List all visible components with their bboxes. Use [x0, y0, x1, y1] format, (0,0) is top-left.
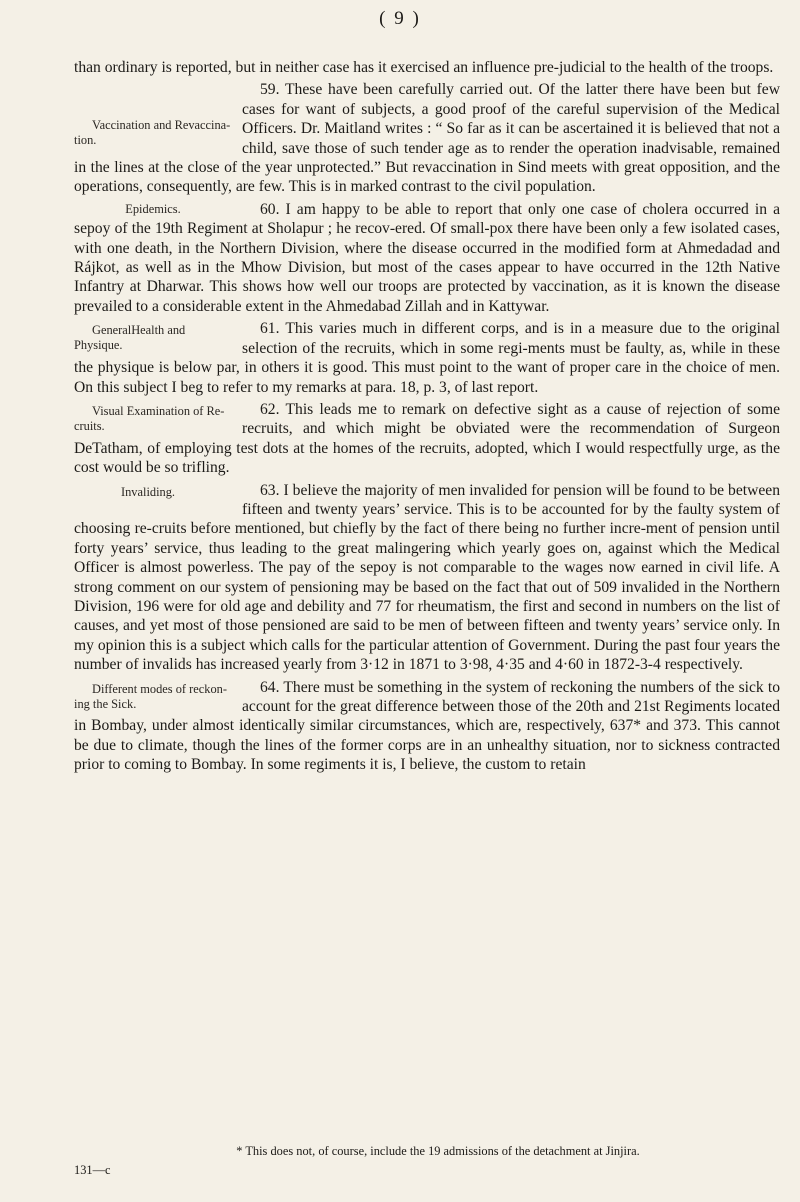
signature-mark: 131—c	[74, 1163, 111, 1177]
sidenote-invaliding: Invaliding.	[120, 484, 176, 499]
paragraph-60-text: 60. I am happy to be able to report that only one case of cholera occurred in a sepoy of the 19th Regiment at Sholapur ; he recov-ered. Of small-pox there have been only a few isolated cases, with one death, in the Northern Division, where the disease occurred in the modified form at Ahmedadad and Rájkot, as well as in the Mhow Division, but most of the cases appear to have occurred in the 12th Native Infantry at Dharwar. This shows how well our troops are protected by vaccination, as it is known the disease prevailed to a considerable extent in the Ahmedabad Zillah and in Kattywar.	[74, 200, 780, 315]
paragraph-59-text: 59. These have been carefully carried out. Of the latter there have been but few cases for want of subjects, a good proof of the careful supervision of the Medical Officers. Dr. Maitland writes : “ So far as it can be ascertained it is believed that not a child, save those of such tender age as to render the operation inadvisable, remained in the lines at the close of the year unprotected.” But revaccination in Sind meets with great opposition, and the operations, consequently, are few. This is in marked contrast to the civil population.	[74, 81, 780, 196]
body-text	[74, 58, 780, 775]
paragraph-59	[74, 80, 780, 196]
page-number: ( 9 )	[379, 8, 421, 29]
sidenote-vaccination: Vaccination and Revaccina-tion.	[74, 118, 231, 148]
paragraph-62	[74, 400, 780, 478]
sidenote-epidemics: Epidemics.	[125, 201, 181, 216]
paragraph-64	[74, 678, 780, 775]
sidenote-general-health: GeneralHealth and Physique.	[74, 323, 186, 353]
intro-paragraph: than ordinary is reported, but in neither case has it exercised an influence pre-judicial to the health of the troops.	[74, 59, 774, 76]
paragraph-62-text: 62. This leads me to remark on defective sight as a cause of rejection of some recruits, and which might be obviated were the recommendation of Surgeon DeTatham, of employing test dots at the homes of the recruits, adopted, which I would respectfully urge, as the cost would be so trifling.	[74, 400, 780, 477]
footnote: * This does not, of course, include the 19 admissions of the detachment at Jinjira.	[236, 1144, 640, 1158]
paragraph-61	[74, 319, 780, 397]
paragraph-61-text: 61. This varies much in different corps, and is in a measure due to the original selection of the recruits, which in some regi-ments must be faulty, as, while in these the physique is below par, in others it is good. This must point to the want of proper care in the choice of men. On this subject I beg to refer to my remarks at para. 18, p. 3, of last report.	[74, 320, 780, 396]
paragraph-63-text: 63. I believe the majority of men invalided for pension will be found to be between fifteen and twenty years’ service. This is to be accounted for by the faulty system of choosing re-cruits before mentioned, but chiefly by the fact of there being no further incre-ment of pension until forty years’ service, thus leading to the great malingering which yearly goes on, against which the Medical Officer is almost powerless. The pay of the sepoy is not comparable to the wages now earned in civil life. A strong comment on our system of pensioning may be based on the fact that out of 509 invalided in the Northern Division, 196 were for old age and debility and 77 for rheumatism, the first and second in numbers on the list of causes, and yet most of those pensioned are said to be men of between fifteen and twenty years’ service only. In my opinion this is a subject which calls for the particular attention of Government. During the past four years the number of invalids has increased yearly from 3·12 in 1871 to 3·98, 4·35 and 4·60 in 1872-3-4 respectively.	[74, 481, 780, 674]
sidenote-visual-examination: Visual Examination of Re-cruits.	[74, 403, 225, 433]
paragraph-60	[74, 200, 780, 316]
sidenote-reckoning-sick: Different modes of reckon-ing the Sick.	[74, 681, 227, 711]
paragraph-64-text: 64. There must be something in the system of reckoning the numbers of the sick to account for the great difference between those of the 20th and 21st Regiments located in Bombay, under almost identically similar circumstances, which are, respectively, 637* and 373. This cannot be due to climate, though the lines of the former corps are in an unhealthy situation, nor to sickness contracted prior to coming to Bombay. In some regiments it is, I believe, the custom to retain	[74, 678, 780, 774]
paragraph-63	[74, 481, 780, 675]
